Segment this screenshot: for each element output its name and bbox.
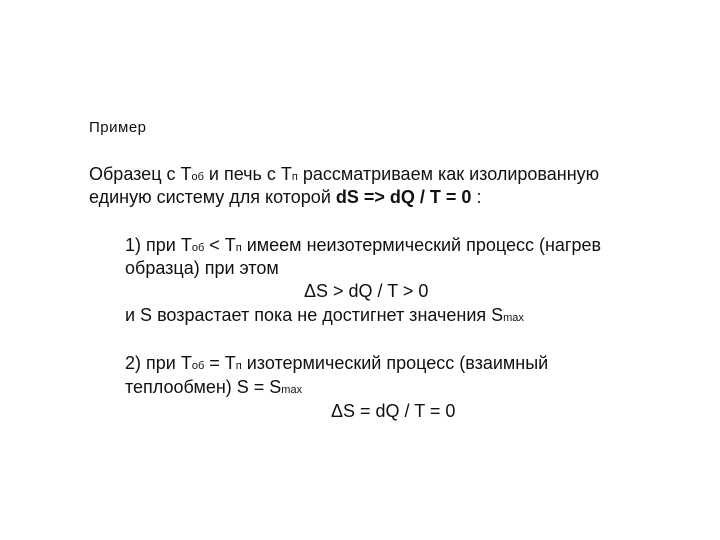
intro-line-2 — [89, 186, 481, 208]
subscript-ob: об — [191, 171, 204, 183]
case1-formula: ΔS > dQ / T > 0 — [304, 281, 429, 301]
intro-text-b: и печь с T — [203, 164, 292, 184]
subscript-p: п — [235, 242, 242, 254]
subscript-max: max — [503, 312, 524, 324]
case1-line-1 — [125, 234, 601, 259]
subscript-max: max — [281, 384, 303, 396]
case1-conclusion: и S возрастает пока не достигнет значения S — [125, 305, 504, 325]
case2-line-1 — [125, 352, 548, 377]
case2-text-c: изотермический процесс (взаимный — [241, 353, 549, 373]
intro-text-c: рассматриваем как изолированную — [297, 164, 600, 184]
intro-text: единую систему для которой — [89, 187, 336, 207]
subscript-ob: об — [191, 360, 205, 372]
case2-line-2 — [125, 376, 302, 401]
subscript-p: п — [235, 360, 242, 372]
case2-text-b: = T — [204, 353, 236, 373]
intro-formula: dS => dQ / T = 0 — [335, 187, 472, 207]
subscript-ob: об — [191, 242, 205, 254]
case1-text-c: имеем неизотермический процесс (нагрев — [241, 235, 602, 255]
case2-text-a: 2) при T — [125, 353, 192, 373]
slide-title: Пример — [89, 119, 147, 136]
case1-text-b: < T — [204, 235, 236, 255]
intro-line-1 — [89, 163, 599, 188]
intro-end: : — [471, 187, 482, 207]
subscript-p: п — [291, 171, 298, 183]
case2-formula: ΔS = dQ / T = 0 — [331, 401, 456, 421]
case1-text-a: 1) при T — [125, 235, 192, 255]
case1-line-4 — [125, 304, 524, 329]
case1-line-2: образца) при этом — [125, 258, 279, 278]
case2-text: теплообмен) S = S — [125, 377, 282, 397]
intro-text-a: Образец с T — [89, 164, 192, 184]
